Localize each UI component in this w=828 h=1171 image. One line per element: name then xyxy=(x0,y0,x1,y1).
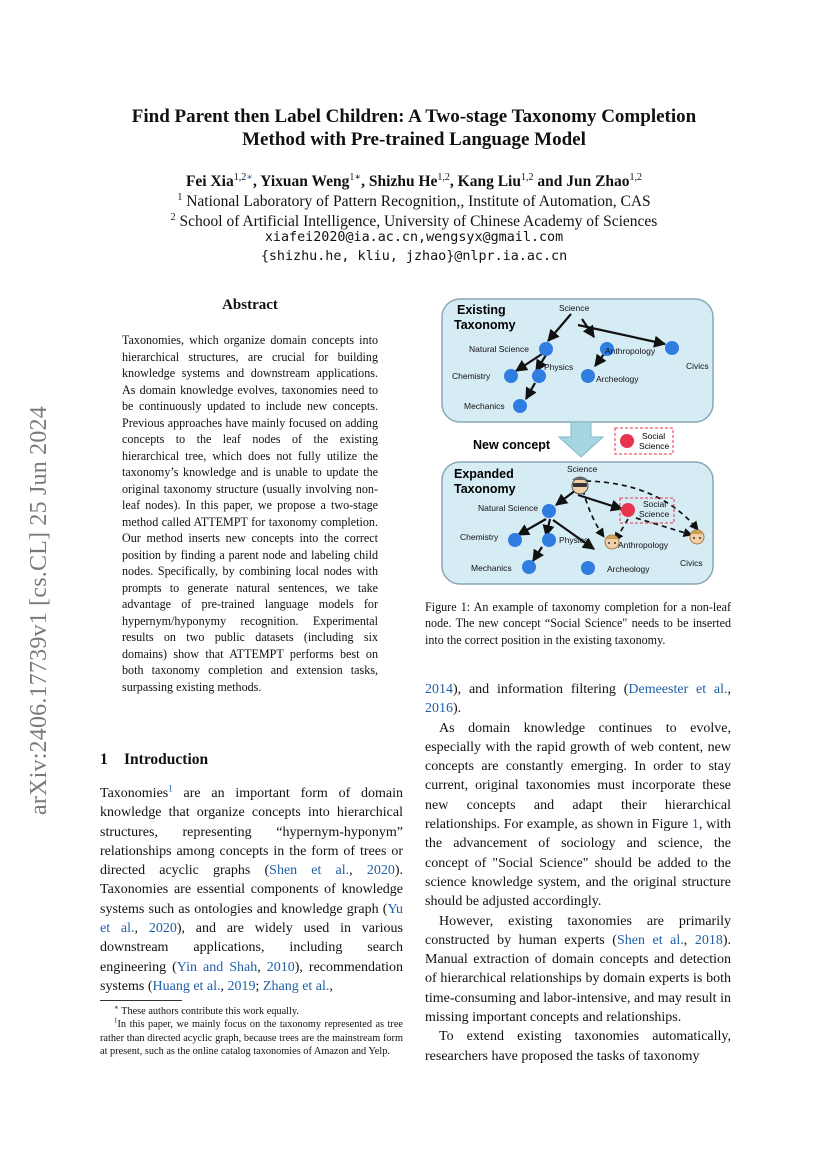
author-3: Shizhu He$^{1,2}$, xyxy=(368,172,458,191)
arxiv-stamp xyxy=(24,370,54,850)
expanded-node-civics: Civics xyxy=(680,558,703,568)
footnote-star: ∗ These authors contribute this work equally. xyxy=(114,1003,299,1017)
email-line-2: {shizhu.he, kliu, jzhao}@nlpr.ia.ac.cn xyxy=(260,249,568,264)
citation-link[interactable]: Yin and Shah xyxy=(176,959,258,975)
node-natural-science: Natural Science xyxy=(469,344,530,354)
expanded-node-social-2: Science xyxy=(639,509,670,519)
inserted-concept-node xyxy=(621,503,635,517)
citation-year-link[interactable]: 2020 xyxy=(148,921,177,937)
anthropologist-icon xyxy=(605,535,619,549)
node-archeology: Archeology xyxy=(596,374,639,384)
title-line-2: Method with Pre-trained Language Model xyxy=(242,129,586,150)
existing-title-1: Existing xyxy=(457,303,506,317)
new-concept-label: New concept xyxy=(473,438,551,452)
citation-link[interactable]: Zhang et al. xyxy=(262,978,330,994)
node-civics: Civics xyxy=(686,361,709,371)
expanded-node-anthropology: Anthropology xyxy=(618,540,669,550)
author-2: Yixuan Weng$^{1∗}$, xyxy=(260,172,369,191)
caption-label: Figure 1: xyxy=(425,600,471,614)
author-5: Jun Zhao$^{1,2}$ xyxy=(566,172,643,191)
affiliation-2: $^2$ School of Artificial Intelligence, University of Chinese Academy of Sciences xyxy=(170,212,658,231)
paragraph-manual: However, existing taxonomies are primarily constructed by human experts (Shen et al., 2018). Manual extraction of domain concepts and detection of hierarchical relationships by domain experts is both time-consuming and labor-intensive, and may result in missing important concepts and relationships. xyxy=(425,913,732,1026)
civics-person-icon xyxy=(690,530,704,544)
new-concept-text-1: Social xyxy=(642,431,666,441)
paragraph-evolution: As domain knowledge continues to evolve, especially with the rapid growth of web content, new concepts are constantly emerging. In order to stay current, original taxonomies must incorporate these new concepts and adapt their hierarchical relationships. For example, as shown in Figure 1, with the advancement of sociology and science, the concept of "Social Science" should be added to the science knowledge system, and the original structure should be adjusted accordingly. xyxy=(425,720,732,910)
expanded-title-2: Taxonomy xyxy=(454,482,516,496)
citation-year-link[interactable]: 2014 xyxy=(425,682,453,697)
intro-paragraph: Taxonomies$^1$ are an important form of domain knowledge that organize concepts into hierarchical structures, representing “hypernym-hyponym” relationships among concepts in the form of trees or directed acyclic graphs (Shen et al., 2020). Taxonomies are essential components of knowledge systems such as ontologies and knowledge graph (Yu et al., 2020), and are widely used in various downstream applications, including search engineering (Yin and Shah, 2010), recommendation systems (Huang et al., 2019; Zhang et al., xyxy=(100,783,403,994)
expanded-node-natural-science: Natural Science xyxy=(478,503,539,513)
citation-link[interactable]: Demeester et al. xyxy=(628,682,728,697)
citation-link[interactable]: Yu et al. xyxy=(100,901,403,937)
expanded-node-science: Science xyxy=(567,464,598,474)
expanded-node-social-1: Social xyxy=(643,499,667,509)
footnote-rule xyxy=(100,1000,182,1001)
abstract-heading: Abstract xyxy=(222,297,278,313)
node-physics: Physics xyxy=(544,362,574,372)
taxonomy-diagram xyxy=(440,297,730,589)
figure-caption xyxy=(425,599,731,648)
figure-ref-link[interactable]: 1 xyxy=(691,817,699,833)
email-line-1: xiafei2020@ia.ac.cn,wengsyx@gmail.com xyxy=(264,230,564,245)
node-mechanics: Mechanics xyxy=(464,401,505,411)
expanded-node-mechanics: Mechanics xyxy=(471,563,512,573)
title-line-1: Find Parent then Label Children: A Two-stage Taxonomy Completion xyxy=(131,106,697,127)
author-1: Fei Xia$^{1,2∗}$, xyxy=(185,172,261,191)
arxiv-stamp-text: arXiv:2406.17739v1 [cs.CL] 25 Jun 2024 xyxy=(25,405,52,815)
section-number: 1 xyxy=(100,751,108,768)
expanded-node-archeology: Archeology xyxy=(607,564,650,574)
section-heading xyxy=(100,751,208,769)
citation-link[interactable]: Shen et al. xyxy=(616,932,684,948)
new-concept-node xyxy=(620,434,634,448)
expanded-title-1: Expanded xyxy=(454,467,514,481)
new-concept-text-2: Science xyxy=(639,441,670,451)
expanded-node-physics: Physics xyxy=(559,535,589,545)
node-chemistry: Chemistry xyxy=(452,371,491,381)
abstract-body: Taxonomies, which organize domain concepts into hierarchical structures, are crucial for building knowledge systems and downstream applications. As domain knowledge evolves, taxonomies need to be continuously updated to include new concepts. Previous approaches have mainly focused on adding concepts to the leaf nodes of the existing hierarchical tree, which does not fully utilize the taxonomy’s knowledge and is unable to update the original taxonomy structure (usually involving non-leaf nodes). In this paper, we propose a two-stage method called ATTEMPT for taxonomy completion. Our method inserts new concepts into the correct position by finding a parent node and labeling child nodes. Specifically, by combining local nodes with prompts to generate natural sentences, we take advantage of pre-trained language models for hypernym/hyponymy recognition. Experimental results on two public datasets (including six domains) show that ATTEMPT performs best on both taxonomy completion and extension tasks, surpassing existing methods. xyxy=(122,333,378,694)
citation-year-link[interactable]: 2018 xyxy=(694,932,723,948)
expanded-node-chemistry: Chemistry xyxy=(460,532,499,542)
right-column xyxy=(425,680,731,1066)
citation-year-link[interactable]: 2016 xyxy=(425,701,453,717)
footnote-1: $^1$In this paper, we mainly focus on the taxonomy represented as tree rather than directed acyclic graph, because trees are the mainstream form at present, such as the online catalog taxonomies of Amazon and Yelp. xyxy=(100,1016,403,1057)
scientist-icon xyxy=(572,477,588,495)
existing-title-2: Taxonomy xyxy=(454,318,516,332)
footnote-link[interactable]: 1 xyxy=(168,783,173,794)
node-science: Science xyxy=(559,303,590,313)
continuation-paragraph: 2014), and information filtering (Demeester et al., 2016). xyxy=(425,682,732,717)
affiliation-1: $^1$ National Laboratory of Pattern Recognition,, Institute of Automation, CAS xyxy=(177,192,651,211)
paragraph-extension: To extend existing taxonomies automatically, researchers have proposed the tasks of taxonomy xyxy=(425,1029,731,1064)
caption-text: An example of taxonomy completion for a non-leaf node. The new concept “Social Science" needs to be inserted into the correct position in the existing taxonomy. xyxy=(425,600,731,647)
author-4: Kang Liu$^{1,2}$ and xyxy=(457,172,567,191)
section-title: Introduction xyxy=(124,751,209,768)
citation-year-link[interactable]: 2019 xyxy=(227,978,256,994)
paper-title xyxy=(100,105,728,151)
citation-link[interactable]: Shen et al. xyxy=(269,863,350,879)
citation-year-link[interactable]: 2020 xyxy=(366,863,395,879)
node-anthropology: Anthropology xyxy=(605,346,656,356)
citation-year-link[interactable]: 2010 xyxy=(266,959,295,975)
figure-1 xyxy=(440,297,730,589)
footnotes xyxy=(100,1005,403,1058)
down-arrow-icon xyxy=(559,422,603,457)
citation-link[interactable]: Huang et al. xyxy=(152,978,221,994)
